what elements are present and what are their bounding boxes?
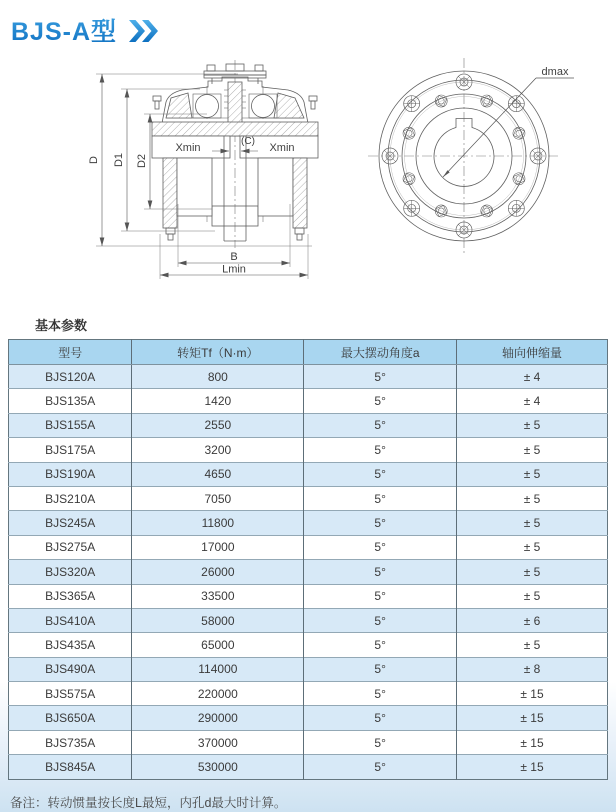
table-cell: 33500 [132,584,304,608]
dim-label-dmax: dmax [541,66,569,78]
table-cell: ± 5 [457,413,608,437]
table-cell: 5° [304,608,457,632]
table-cell: BJS155A [9,413,132,437]
table-cell: 58000 [132,608,304,632]
table-cell: 7050 [132,486,304,510]
table-cell: 5° [304,486,457,510]
table-row [9,633,608,657]
table-cell: ± 5 [457,584,608,608]
table-row [9,389,608,413]
parameters-table [8,339,608,780]
table-cell: 11800 [132,511,304,535]
col-header-axial-expansion: 轴向伸缩量 [457,340,608,365]
dim-label-b: B [230,251,238,263]
page-header [0,0,616,47]
table-cell: ± 5 [457,486,608,510]
table-cell: 5° [304,462,457,486]
table-cell: 5° [304,584,457,608]
table-row [9,560,608,584]
table-cell: ± 8 [457,657,608,681]
table-cell: 5° [304,633,457,657]
dim-label-d: D [88,156,100,164]
table-cell: 370000 [132,730,304,754]
table-row [9,584,608,608]
table-cell: 5° [304,706,457,730]
footnote: 备注：转动惯量按长度L最短，内孔d最大时计算。 [10,795,287,810]
table-cell: 5° [304,389,457,413]
table-cell: BJS245A [9,511,132,535]
table-row [9,365,608,389]
table-cell: ± 5 [457,511,608,535]
table-cell: 5° [304,730,457,754]
table-cell: ± 15 [457,755,608,779]
table-cell: BJS845A [9,755,132,779]
table-cell: 5° [304,755,457,779]
coupling-front-view [368,58,574,254]
table-row [9,438,608,462]
table-cell: 1420 [132,389,304,413]
table-cell: BJS120A [9,365,132,389]
table-cell: BJS175A [9,438,132,462]
table-cell: 5° [304,657,457,681]
title-chevrons-icon [129,20,161,42]
col-header-model: 型号 [9,340,132,365]
table-header-row [9,340,608,365]
table-cell: 800 [132,365,304,389]
table-cell: ± 15 [457,706,608,730]
table-row [9,535,608,559]
table-row [9,413,608,437]
table-cell: 5° [304,560,457,584]
table-cell: ± 5 [457,633,608,657]
table-row [9,486,608,510]
table-cell: BJS135A [9,389,132,413]
technical-drawing [0,56,616,306]
dim-label-d2: D2 [136,153,148,169]
table-row [9,755,608,779]
table-cell: 5° [304,438,457,462]
table-cell: BJS365A [9,584,132,608]
table-cell: BJS275A [9,535,132,559]
col-header-swing-angle: 最大摆动角度a [304,340,457,365]
dim-label-d1: D1 [113,152,125,168]
table-cell: 5° [304,413,457,437]
table-row [9,682,608,706]
table-cell: 3200 [132,438,304,462]
table-cell: 17000 [132,535,304,559]
table-row [9,608,608,632]
table-cell: ± 5 [457,462,608,486]
page-title: BJS-A型 [11,12,117,48]
table-cell: 5° [304,535,457,559]
table-cell: 5° [304,511,457,535]
table-cell: 4650 [132,462,304,486]
table-row [9,730,608,754]
table-cell: 5° [304,365,457,389]
table-cell: ± 6 [457,608,608,632]
table-cell: 530000 [132,755,304,779]
table-cell: 114000 [132,657,304,681]
table-cell: 220000 [132,682,304,706]
coupling-section-view [152,60,318,248]
dim-label-xmin-right: Xmin [269,142,295,154]
table-cell: BJS190A [9,462,132,486]
table-cell: BJS320A [9,560,132,584]
table-row [9,706,608,730]
dim-label-c: (C) [241,136,255,147]
table-cell: 65000 [132,633,304,657]
table-cell: ± 5 [457,438,608,462]
dim-label-lmin: Lmin [222,263,246,276]
table-cell: BJS210A [9,486,132,510]
table-cell: ± 15 [457,682,608,706]
table-cell: BJS435A [9,633,132,657]
table-cell: BJS650A [9,706,132,730]
table-row [9,657,608,681]
table-row [9,511,608,535]
table-cell: 5° [304,682,457,706]
table-cell: ± 15 [457,730,608,754]
col-header-torque: 转矩Tf（N·m） [132,340,304,365]
section-heading: 基本参数 [35,318,88,333]
table-cell: 290000 [132,706,304,730]
table-cell: BJS410A [9,608,132,632]
table-cell: 26000 [132,560,304,584]
table-cell: ± 5 [457,535,608,559]
table-cell: BJS735A [9,730,132,754]
table-cell: BJS490A [9,657,132,681]
table-cell: 2550 [132,413,304,437]
table-cell: ± 5 [457,560,608,584]
table-cell: ± 4 [457,389,608,413]
table-cell: ± 4 [457,365,608,389]
table-row [9,462,608,486]
dim-label-xmin-left: Xmin [175,142,201,154]
table-cell: BJS575A [9,682,132,706]
